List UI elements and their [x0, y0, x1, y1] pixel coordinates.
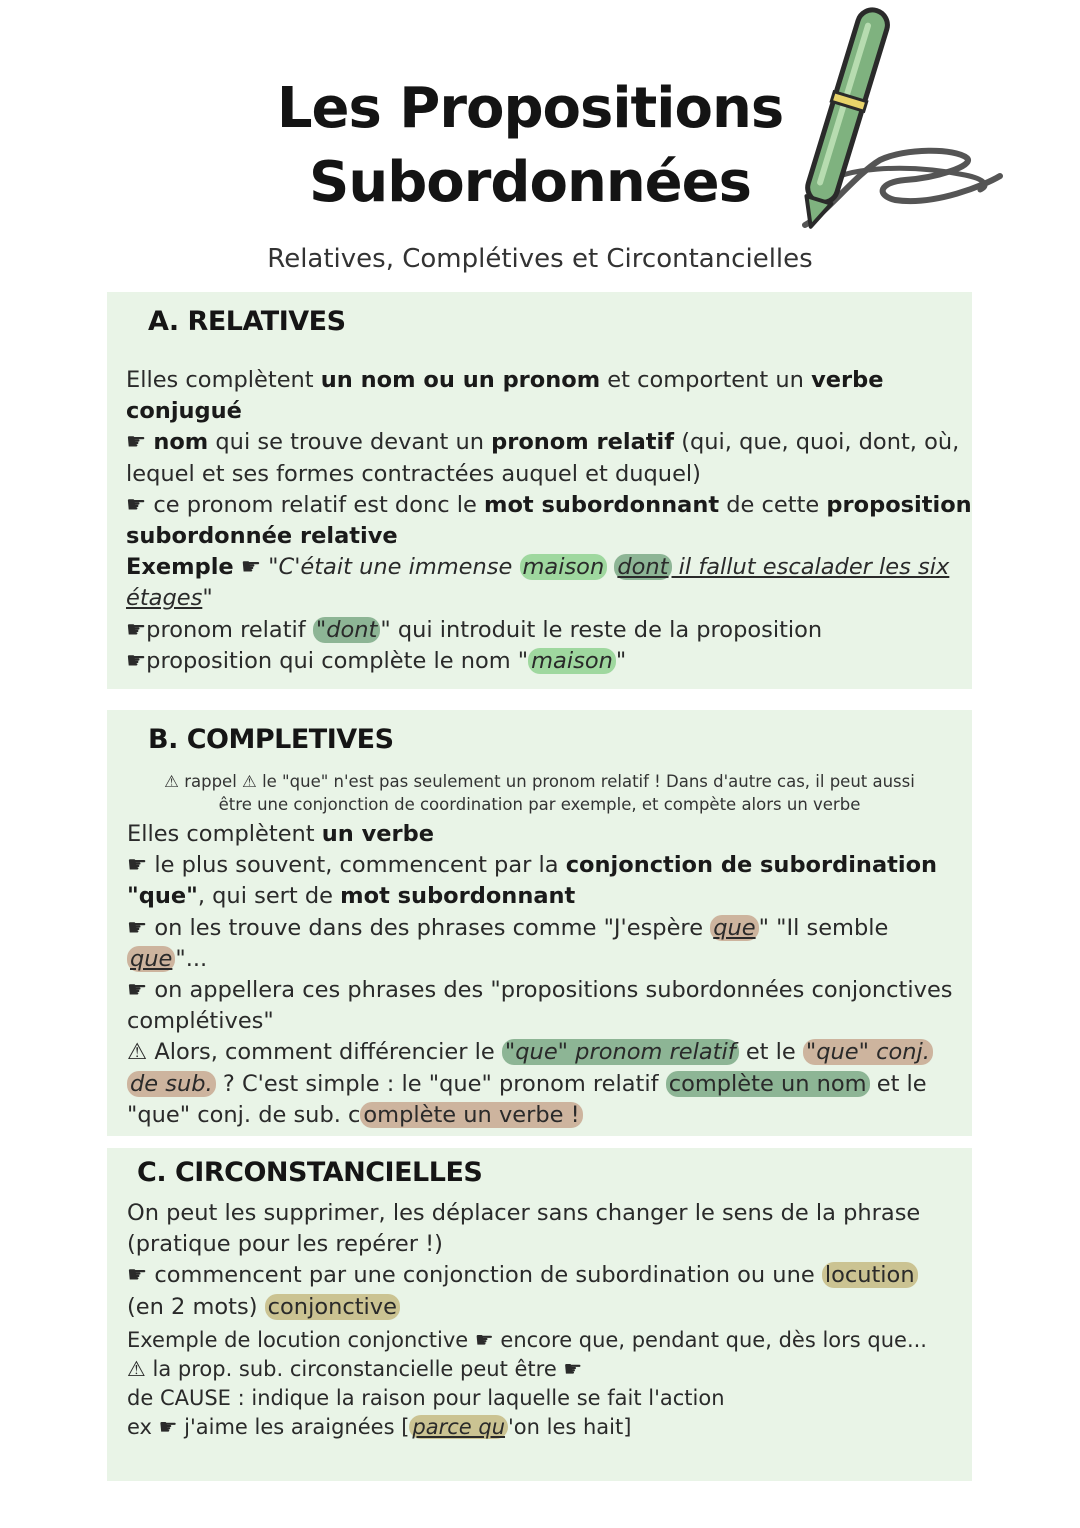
- section-body-completives: [127, 819, 953, 1131]
- bullet-icon: ☛: [127, 914, 148, 941]
- bullet-icon: ☛: [126, 491, 147, 518]
- bullet-icon: ☛: [563, 1357, 583, 1381]
- bullet-icon: ☛: [127, 852, 148, 879]
- text-line: ☛ nom qui se trouve devant un pronom relatif (qui, que, quoi, dont, où,: [126, 429, 960, 456]
- title-line-1: Les Propositions: [276, 76, 784, 141]
- text-line: ☛ on les trouve dans des phrases comme "J'espère que " "Il semble: [127, 914, 889, 941]
- text-line: ⚠ Alors, comment différencier le "que" pronom relatif et le "que" conj.: [127, 1037, 953, 1068]
- section-relatives: [107, 292, 972, 689]
- text-line: ⚠ la prop. sub. circonstancielle peut être ☛: [127, 1357, 583, 1381]
- text-line: "que" conj. de sub. c omplète un verbe !: [127, 1100, 953, 1131]
- bullet-icon: ☛: [474, 1328, 494, 1352]
- text-line: ☛pronom relatif "dont " qui introduit le reste de la proposition: [126, 616, 823, 643]
- text-line: conjugué: [126, 398, 242, 425]
- section-body-relatives: [126, 365, 972, 677]
- highlight-conjonctive: conjonctive: [265, 1294, 400, 1320]
- text-line: que "...: [127, 944, 953, 975]
- text-line: être une conjonction de coordination par exemple, et compète alors un verbe: [218, 795, 861, 814]
- text-line: ☛ on appellera ces phrases des "propositions subordonnées conjonctives: [127, 977, 953, 1004]
- text-line: (pratique pour les repérer !): [127, 1231, 443, 1258]
- highlight-dont: dont: [614, 554, 671, 580]
- bullet-icon: ☛: [126, 616, 147, 643]
- pen-icon: [785, 0, 1015, 250]
- highlight-parce-qu: parce qu: [409, 1415, 508, 1439]
- highlight-complete-un-nom: complète un nom: [666, 1071, 870, 1097]
- bullet-icon: ☛: [126, 647, 147, 674]
- warning-icon: ⚠: [127, 1357, 146, 1381]
- highlight-complete-un-verbe: omplète un verbe !: [360, 1102, 582, 1128]
- bullet-icon: ☛: [240, 554, 261, 581]
- text-line: lequel et ses formes contractées auquel et duquel): [126, 460, 701, 487]
- highlight-locution: locution: [822, 1262, 918, 1288]
- section-body-circonstancielles: [127, 1198, 920, 1323]
- text-line: de sub. ? C'est simple : le "que" pronom relatif complète un nom et le: [127, 1069, 953, 1100]
- bullet-icon: ☛: [127, 977, 148, 1004]
- text-line: ☛ le plus souvent, commencent par la conjonction de subordination: [127, 852, 938, 879]
- text-line: étages": [126, 585, 213, 612]
- highlight-que: que: [127, 946, 175, 972]
- bullet-icon: ☛: [158, 1415, 178, 1439]
- section-heading-relatives: A. RELATIVES: [148, 306, 346, 337]
- highlight-de-sub: de sub.: [127, 1071, 216, 1097]
- warning-icon: ⚠: [164, 772, 179, 791]
- bullet-icon: ☛: [127, 1262, 148, 1289]
- section-heading-completives: B. COMPLETIVES: [148, 724, 394, 755]
- text-line: (en 2 mots) conjonctive: [127, 1292, 920, 1323]
- text-line: ☛ ce pronom relatif est donc le mot subordonnant de cette proposition: [126, 491, 972, 518]
- highlight-dont: "dont: [313, 617, 380, 643]
- highlight-que-conj: "que" conj.: [803, 1039, 933, 1065]
- text-line: On peut les supprimer, les déplacer sans changer le sens de la phrase: [127, 1200, 921, 1226]
- text-line: Exemple ☛ "C'était une immense maison dont il fallut escalader les six: [126, 554, 950, 581]
- text-line: Elles complètent un nom ou un pronom et comportent un verbe: [126, 367, 884, 393]
- warning-icon: ⚠: [242, 772, 257, 791]
- text-line: "que", qui sert de mot subordonnant: [127, 883, 576, 910]
- highlight-maison: maison: [520, 554, 608, 580]
- text-line: complétives": [127, 1008, 274, 1035]
- section-completives: [107, 710, 972, 1136]
- text-line: ☛ commencent par une conjonction de subordination ou une locution: [127, 1260, 920, 1291]
- section-circonstancielles: [107, 1148, 972, 1481]
- page-subtitle: Relatives, Complétives et Circontancielles: [267, 244, 813, 274]
- text-line: Elles complètent un verbe: [127, 821, 435, 847]
- text-line: ⚠ rappel ⚠ le "que" n'est pas seulement un pronom relatif ! Dans d'autre cas, il peut aussi: [164, 772, 915, 791]
- text-line: Exemple de locution conjonctive ☛ encore que, pendant que, dès lors que...: [127, 1328, 927, 1352]
- text-line: de CAUSE : indique la raison pour laquelle se fait l'action: [127, 1386, 725, 1410]
- reminder-note: [127, 770, 952, 816]
- text-line: subordonnée relative: [126, 523, 398, 550]
- bullet-icon: ☛: [126, 429, 147, 456]
- section-body-circonstancielles-examples: [127, 1326, 927, 1442]
- text-line: ☛proposition qui complète le nom " maison ": [126, 647, 627, 674]
- warning-icon: ⚠: [127, 1039, 148, 1066]
- title-line-2: Subordonnées: [309, 150, 751, 215]
- section-heading-circonstancielles: C. CIRCONSTANCIELLES: [137, 1157, 483, 1188]
- highlight-que-pronom-relatif: "que" pronom relatif: [502, 1039, 739, 1065]
- text-line: ex ☛ j'aime les araignées [ parce qu 'on les hait]: [127, 1415, 632, 1439]
- highlight-maison: maison: [528, 648, 616, 674]
- highlight-que: que: [710, 915, 758, 941]
- page-title: [250, 72, 810, 220]
